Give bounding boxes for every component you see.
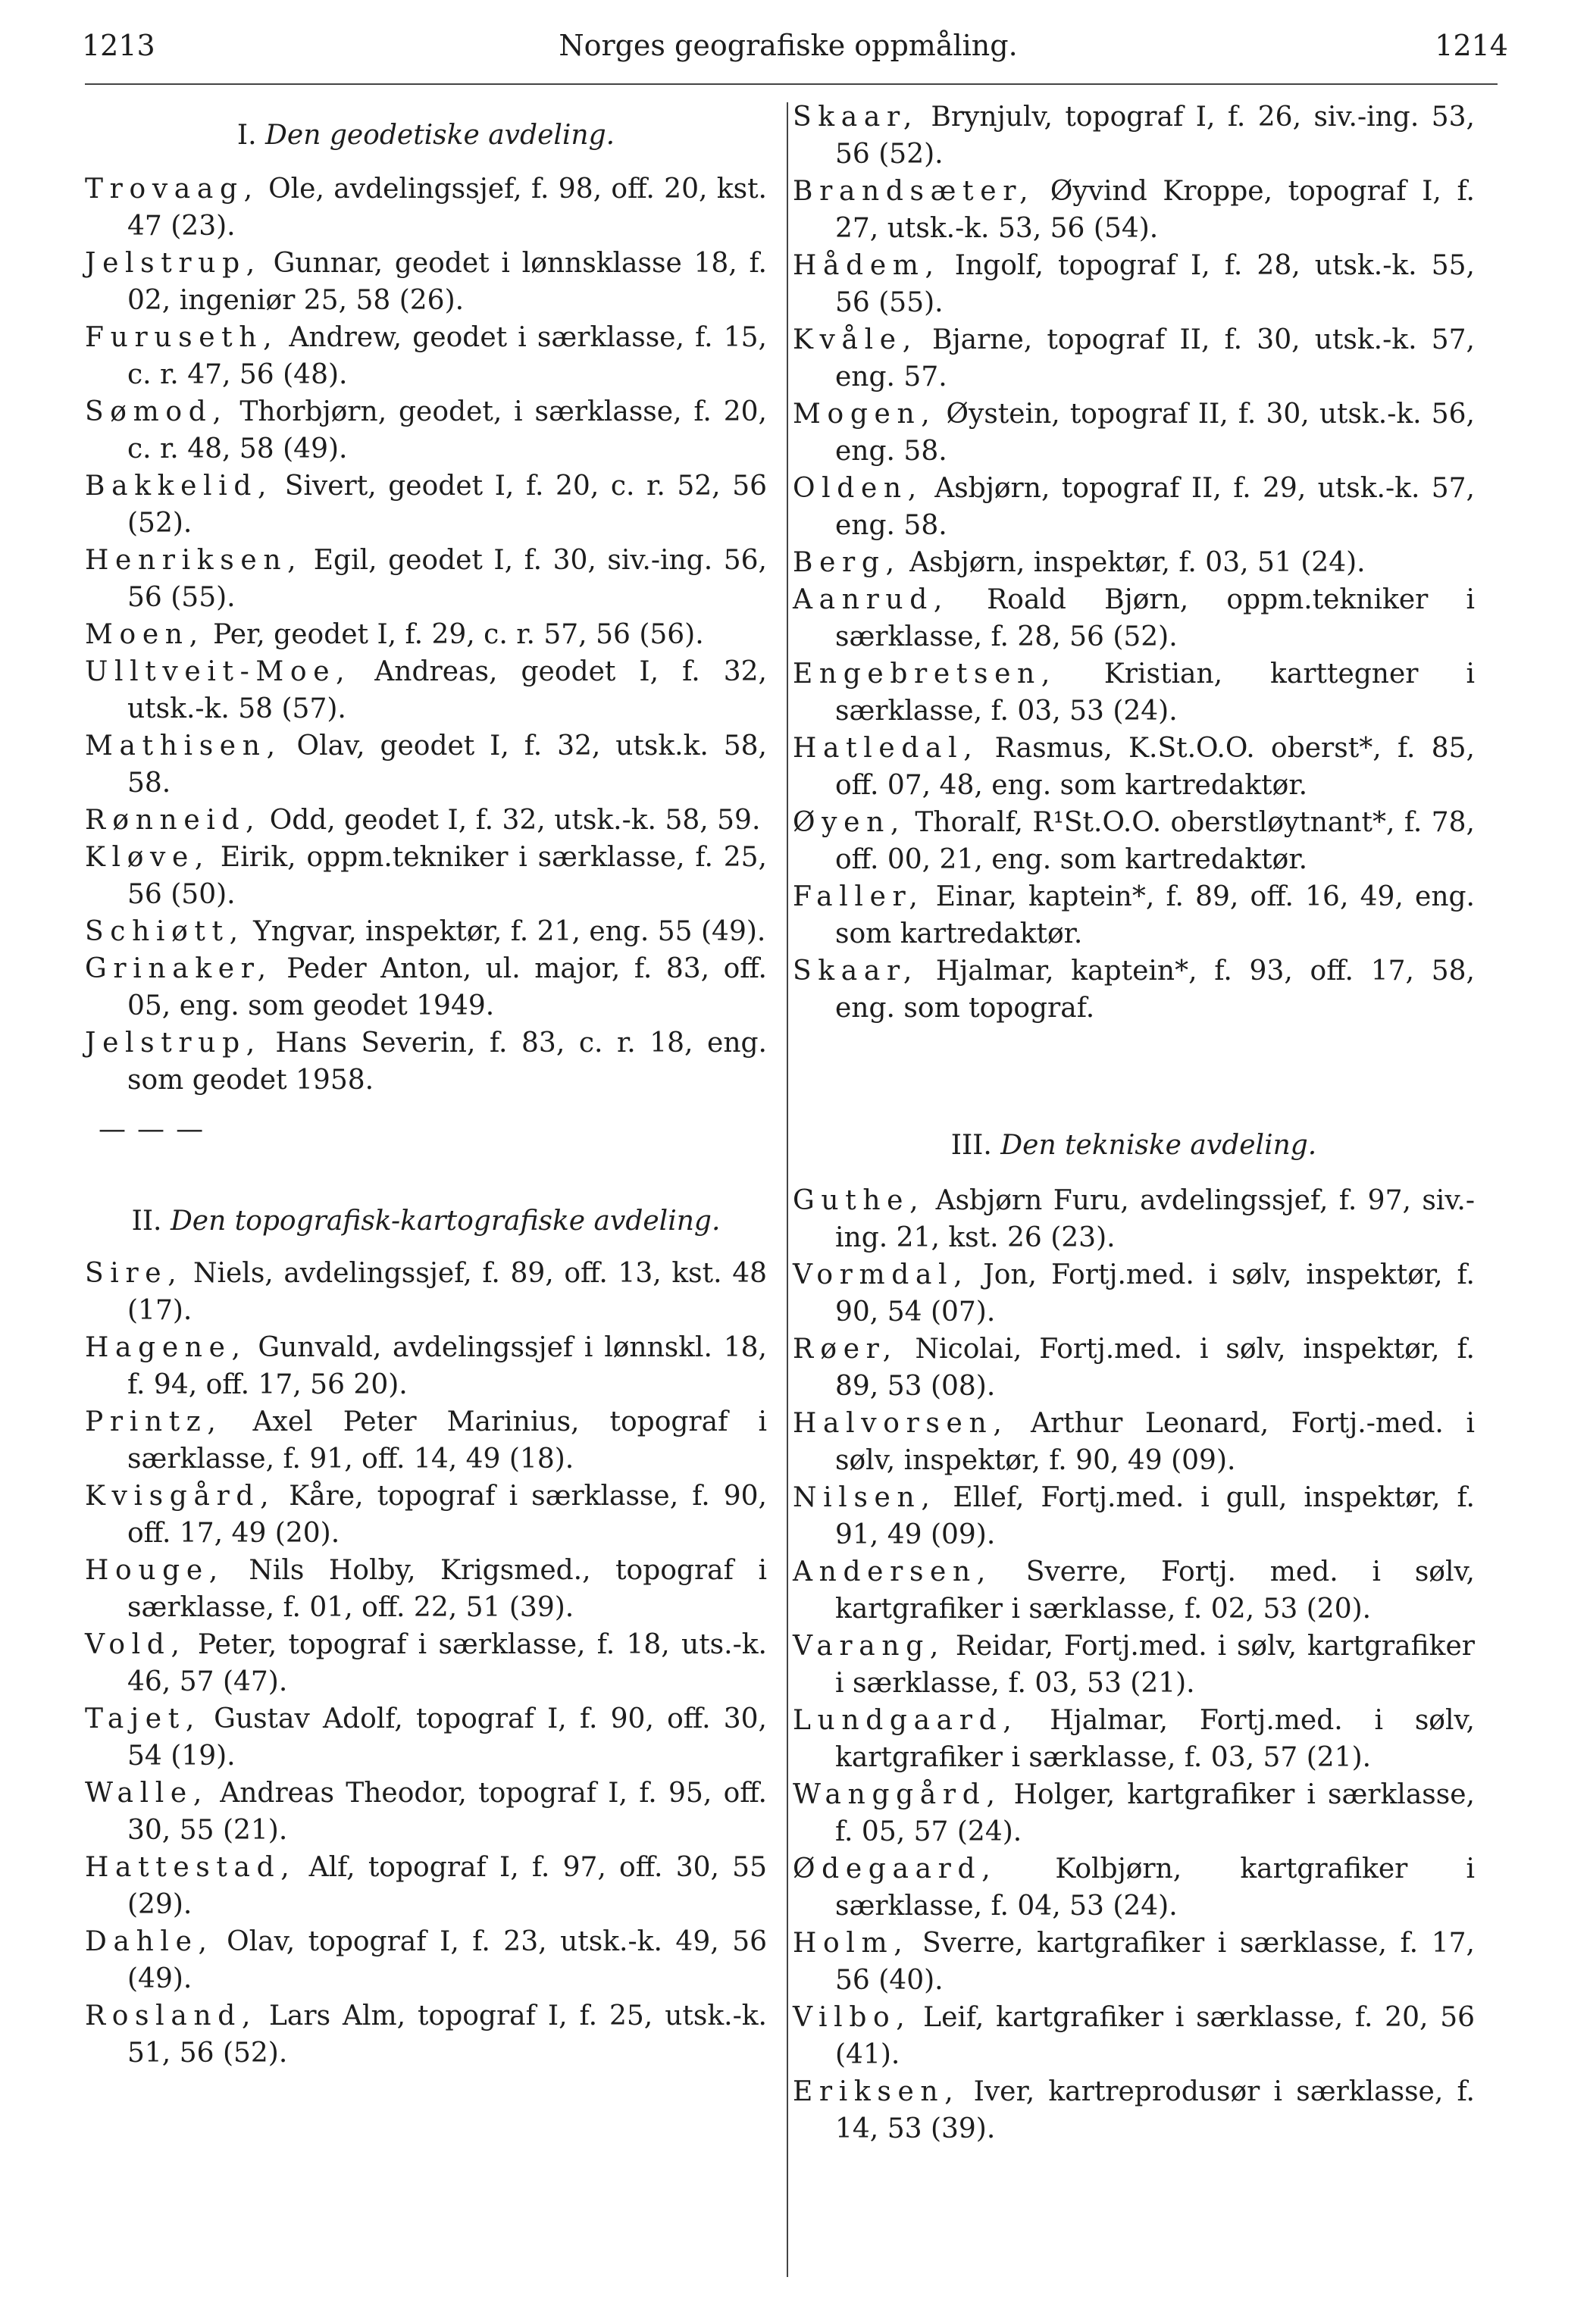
person-surname: Olden, [793, 473, 923, 504]
person-surname: Rosland, [85, 2000, 258, 2032]
roster-entry [85, 1255, 767, 1329]
person-details: Nils Holby, Krigsmed., topograf i særklasse, f. 01, off. 22, 51 (39). [127, 1555, 767, 1623]
roster-entry [85, 1923, 767, 1997]
person-details: Gunnar, geodet i lønnsklasse 18, f. 02, ingeniør 25, 58 (26). [127, 248, 767, 316]
person-surname: Lundgaard, [793, 1705, 1019, 1736]
roster-entry [85, 393, 767, 468]
person-surname: Vilbo, [793, 2002, 912, 2033]
person-surname: Hattestad, [85, 1852, 296, 1883]
person-surname: Walle, [85, 1778, 208, 1809]
person-surname: Hatledal, [793, 733, 979, 764]
person-details: Thoralf, R¹St.O.O. oberstløytnant*, f. 78, off. 00, 21, eng. som kartredaktør. [835, 807, 1475, 875]
roster-entry [793, 1702, 1475, 1776]
person-details: Kolbjørn, kartgrafiker i særklasse, f. 04, 53 (24). [835, 1853, 1475, 1922]
person-surname: Ulltveit-Moe, [85, 656, 352, 687]
person-details: Øystein, topograf II, f. 30, utsk.-k. 56, eng. 58. [835, 399, 1475, 467]
person-surname: Aanrud, [793, 584, 950, 615]
person-details: Roald Bjørn, oppm.tekniker i særklasse, f. 28, 56 (52). [835, 584, 1475, 652]
person-surname: Houge, [85, 1555, 224, 1586]
person-details: Gustav Adolf, topograf I, f. 90, off. 30, 54 (19). [127, 1703, 767, 1772]
roster-entry [793, 173, 1475, 247]
person-details: Andreas, geodet I, f. 32, utsk.-k. 58 (57). [127, 656, 767, 724]
person-details: Asbjørn, inspektør, f. 03, 51 (24). [900, 547, 1366, 578]
person-details: Hjalmar, kaptein*, f. 93, off. 17, 58, eng. som topograf. [835, 956, 1475, 1024]
roster-entry [793, 1628, 1475, 1702]
person-details: Lars Alm, topograf I, f. 25, utsk.-k. 51, 56 (52). [127, 2000, 767, 2069]
person-details: Yngvar, inspektør, f. 21, eng. 55 (49). [244, 916, 766, 947]
person-surname: Kløve, [85, 842, 211, 873]
person-surname: Vold, [85, 1629, 186, 1660]
roster-entry [793, 655, 1475, 730]
person-details: Sivert, geodet I, f. 20, c. r. 52, 56 (52). [127, 471, 767, 539]
person-surname: Moen, [85, 619, 205, 650]
roster-entry [793, 804, 1475, 878]
section-heading: Den geodetiske avdeling. [265, 120, 615, 151]
roster-entry [85, 170, 767, 245]
right-column [793, 99, 1475, 2147]
person-details: Ellef, Fortj.med. i gull, inspektør, f. 91, 49 (09). [835, 1482, 1475, 1550]
person-details: Gunvald, avdelingssjef i lønnskl. 18, f. 94, off. 17, 56 20). [127, 1332, 767, 1400]
person-surname: Schiøtt, [85, 916, 245, 947]
person-details: Kristian, karttegner i særklasse, f. 03, 53 (24). [835, 658, 1475, 727]
roster-entry [85, 1024, 767, 1099]
person-details: Reidar, Fortj.med. i sølv, kartgrafiker i særklasse, f. 03, 53 (21). [835, 1631, 1475, 1699]
roster-entry [85, 653, 767, 727]
person-surname: Vormdal, [793, 1259, 969, 1290]
roster-entry [85, 1403, 767, 1478]
roster-entry [85, 319, 767, 393]
roster-entry [793, 1776, 1475, 1850]
section-numeral: II. [131, 1206, 162, 1237]
section-divider: — — — [99, 1114, 205, 1145]
section-numeral: III. [950, 1130, 992, 1161]
roster-entry [793, 878, 1475, 952]
person-surname: Henriksen, [85, 545, 303, 576]
column-divider [787, 102, 788, 2277]
person-surname: Varang, [793, 1631, 945, 1662]
roster-entry [85, 1700, 767, 1775]
person-surname: Eriksen, [793, 2076, 960, 2107]
page-number-right: 1214 [1435, 29, 1508, 62]
roster-entry [85, 1775, 767, 1849]
person-surname: Berg, [793, 547, 901, 578]
person-surname: Hådem, [793, 250, 941, 281]
roster-entry [793, 1850, 1475, 1925]
person-details: Ingolf, topograf I, f. 28, utsk.-k. 55, 56 (55). [835, 250, 1475, 318]
roster-entry [85, 913, 767, 950]
roster-entry [85, 950, 767, 1024]
person-surname: Printz, [85, 1406, 223, 1437]
running-title: Norges geografiske oppmåling. [559, 29, 1018, 62]
person-details: Olav, topograf I, f. 23, utsk.-k. 49, 56 (49). [127, 1926, 767, 1994]
person-details: Peder Anton, ul. major, f. 83, off. 05, eng. som geodet 1949. [127, 953, 767, 1021]
person-details: Andreas Theodor, topograf I, f. 95, off. 30, 55 (21). [127, 1778, 767, 1846]
person-surname: Sømod, [85, 396, 228, 427]
person-details: Hjalmar, Fortj.med. i sølv, kartgrafiker i særklasse, f. 03, 57 (21). [835, 1705, 1475, 1773]
roster-entry [793, 1256, 1475, 1331]
person-surname: Wanggård, [793, 1779, 1002, 1810]
person-details: Asbjørn, topograf II, f. 29, utsk.-k. 57, eng. 58. [835, 473, 1475, 541]
person-surname: Kvåle, [793, 324, 918, 355]
page-number-left: 1213 [82, 29, 155, 62]
roster-entry [85, 616, 767, 653]
person-surname: Jelstrup, [85, 248, 261, 279]
roster-entry [85, 468, 767, 542]
person-surname: Grinaker, [85, 953, 273, 984]
roster-entry [85, 245, 767, 319]
roster-entry [793, 730, 1475, 804]
roster-entry [793, 2073, 1475, 2147]
person-surname: Furuseth, [85, 322, 279, 353]
person-details: Thorbjørn, geodet, i særklasse, f. 20, c. r. 48, 58 (49). [127, 396, 767, 464]
person-details: Einar, kaptein*, f. 89, off. 16, 49, eng. som kartredaktør. [835, 881, 1475, 949]
person-details: Leif, kartgrafiker i særklasse, f. 20, 56 (41). [835, 2002, 1475, 2070]
roster-entry [85, 839, 767, 913]
roster-entry [793, 247, 1475, 321]
person-details: Holger, kartgrafiker i særklasse, f. 05, 57 (24). [835, 1779, 1475, 1847]
left-column [85, 99, 767, 2072]
page-header [68, 29, 1508, 74]
roster-entry [793, 581, 1475, 655]
person-surname: Guthe, [793, 1185, 925, 1216]
person-details: Andrew, geodet i særklasse, f. 15, c. r. 47, 56 (48). [127, 322, 767, 390]
roster-entry [793, 470, 1475, 544]
person-surname: Ødegaard, [793, 1853, 997, 1885]
person-details: Axel Peter Marinius, topograf i særklasse, f. 91, off. 14, 49 (18). [127, 1406, 767, 1475]
person-details: Eirik, oppm.tekniker i særklasse, f. 25, 56 (50). [127, 842, 767, 910]
person-surname: Hagene, [85, 1332, 247, 1363]
roster-entry [793, 99, 1475, 173]
roster-entry [85, 802, 767, 839]
roster-entry [793, 1405, 1475, 1479]
person-details: Kåre, topograf i særklasse, f. 90, off. 17, 49 (20). [127, 1481, 767, 1549]
person-surname: Øyen, [793, 807, 906, 838]
roster-entry [85, 1478, 767, 1552]
person-details: Rasmus, K.St.O.O. oberst*, f. 85, off. 07, 48, eng. som kartredaktør. [835, 733, 1475, 801]
person-surname: Kvisgård, [85, 1481, 276, 1512]
person-surname: Skaar, [793, 102, 919, 133]
roster-entry [793, 1553, 1475, 1628]
roster-entry [85, 1329, 767, 1403]
person-surname: Jelstrup, [85, 1028, 261, 1059]
person-details: Iver, kartreprodusør i særklasse, f. 14, 53 (39). [835, 2076, 1475, 2144]
person-details: Hans Severin, f. 83, c. r. 18, eng. som geodet 1958. [127, 1028, 767, 1096]
roster-entry [793, 1479, 1475, 1553]
person-surname: Bakkelid, [85, 471, 274, 502]
person-details: Asbjørn Furu, avdelingssjef, f. 97, siv.-ing. 21, kst. 26 (23). [835, 1185, 1475, 1253]
person-surname: Skaar, [793, 956, 919, 987]
roster-entry [85, 1552, 767, 1626]
person-details: Peter, topograf i særklasse, f. 18, uts.-k. 46, 57 (47). [127, 1629, 767, 1697]
person-surname: Andersen, [793, 1556, 992, 1587]
person-details: Øyvind Kroppe, topograf I, f. 27, utsk.-k. 53, 56 (54). [835, 176, 1475, 244]
section-title [115, 1203, 737, 1240]
person-surname: Halvorsen, [793, 1408, 1009, 1439]
person-details: Per, geodet I, f. 29, c. r. 57, 56 (56). [204, 619, 704, 650]
person-surname: Engebretsen, [793, 658, 1056, 690]
person-details: Arthur Leonard, Fortj.-med. i sølv, inspektør, f. 90, 49 (09). [835, 1408, 1475, 1476]
section-heading: Den topografisk-kartografiske avdeling. [170, 1206, 721, 1237]
roster-entry [85, 1849, 767, 1923]
roster-entry [793, 396, 1475, 470]
person-surname: Trovaag, [85, 174, 259, 205]
person-details: Odd, geodet I, f. 32, utsk.-k. 58, 59. [261, 805, 761, 836]
person-surname: Mogen, [793, 399, 937, 430]
roster-entry [793, 321, 1475, 396]
roster-entry [793, 1331, 1475, 1405]
person-details: Sverre, kartgrafiker i særklasse, f. 17, 56 (40). [835, 1928, 1475, 1996]
person-details: Ole, avdelingssjef, f. 98, off. 20, kst. 47 (23). [127, 174, 767, 242]
person-surname: Brandsæter, [793, 176, 1035, 207]
roster-entry [85, 727, 767, 802]
person-details: Egil, geodet I, f. 30, siv.-ing. 56, 56 (55). [127, 545, 767, 613]
person-details: Sverre, Fortj. med. i sølv, kartgrafiker i særklasse, f. 02, 53 (20). [835, 1556, 1475, 1625]
section-title [85, 117, 767, 154]
person-surname: Røer, [793, 1334, 898, 1365]
person-surname: Holm, [793, 1928, 909, 1959]
section-title [793, 1127, 1475, 1164]
person-details: Jon, Fortj.med. i sølv, inspektør, f. 90, 54 (07). [835, 1259, 1475, 1328]
person-surname: Nilsen, [793, 1482, 937, 1513]
person-details: Olav, geodet I, f. 32, utsk.k. 58, 58. [127, 730, 767, 799]
roster-entry [793, 1925, 1475, 1999]
person-surname: Rønneid, [85, 805, 261, 836]
person-details: Alf, topograf I, f. 97, off. 30, 55 (29). [127, 1852, 767, 1920]
section-numeral: I. [236, 120, 257, 151]
person-details: Nicolai, Fortj.med. i sølv, inspektør, f. 89, 53 (08). [835, 1334, 1475, 1402]
person-surname: Dahle, [85, 1926, 214, 1957]
person-details: Niels, avdelingssjef, f. 89, off. 13, kst. 48 (17). [127, 1258, 767, 1326]
roster-entry [793, 544, 1475, 581]
roster-entry [85, 542, 767, 616]
person-details: Brynjulv, topograf I, f. 26, siv.-ing. 53, 56 (52). [835, 102, 1475, 170]
roster-entry [793, 952, 1475, 1027]
person-surname: Mathisen, [85, 730, 282, 762]
person-surname: Faller, [793, 881, 925, 912]
roster-entry [793, 1999, 1475, 2073]
roster-entry [85, 1626, 767, 1700]
roster-entry [85, 1997, 767, 2072]
header-rule [85, 83, 1498, 85]
person-surname: Tajet, [85, 1703, 201, 1734]
roster-entry [793, 1182, 1475, 1256]
person-surname: Sire, [85, 1258, 183, 1289]
section-heading: Den tekniske avdeling. [1000, 1130, 1317, 1161]
person-details: Bjarne, topograf II, f. 30, utsk.-k. 57, eng. 57. [835, 324, 1475, 393]
